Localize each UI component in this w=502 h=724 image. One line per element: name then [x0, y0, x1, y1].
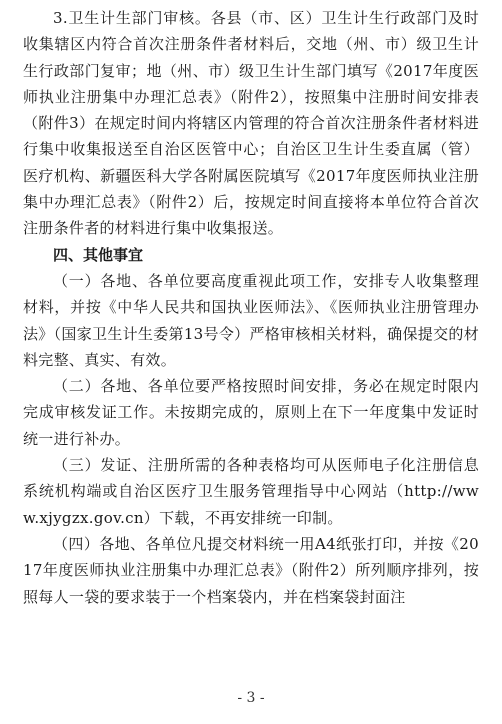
paragraph-item-1: （一）各地、各单位要高度重视此项工作，安排专人收集整理材料，并按《中华人民共和国执业医师法》、《医师执业注册管理办法》（国家卫生计生委第13号令）严格审核相关材料，确保提交的材料完整、真实、有效。 [23, 271, 479, 369]
paragraph-item-4: （四）各地、各单位凡提交材料统一用A4纸张打印，并按《2017年度医师执业注册集中办理汇总表》（附件2）所列顺序排列，按照每人一袋的要求装于一个档案袋内，并在档案袋封面注 [23, 534, 479, 606]
paragraph-item-3: （三）发证、注册所需的各种表格均可从医师电子化注册信息系统机构端或自治区医疗卫生服务管理指导中心网站（http://www.xjygzx.gov.cn）下载，不再安排统一印制。 [23, 456, 479, 527]
paragraph-review-procedure: 3.卫生计生部门审核。各县（市、区）卫生计生行政部门及时收集辖区内符合首次注册条件者材料后，交地（州、市）级卫生计生行政部门复审；地（州、市）级卫生计生部门填写《2017年度医师执业注册集中办理汇总表》（附件2），按照集中注册时间安排表（附件3）在规定时间内将辖区内管理的符合首次注册条件者材料进行集中收集报送至自治区医管中心；自治区卫生计生委直属（管）医疗机构、新疆医科大学各附属医院填写《2017年度医师执业注册集中办理汇总表》（附件2）后，按规定时间直接将本单位符合首次注册条件者的材料进行集中收集报送。 [23, 9, 479, 238]
document-body [23, 5, 479, 610]
page-number: - 3 - [237, 690, 265, 706]
section-heading-other-matters: 四、其他事宜 [53, 245, 144, 264]
paragraph-item-2: （二）各地、各单位要严格按照时间安排，务必在规定时限内完成审核发证工作。未按期完成的，原则上在下一年度集中发证时统一进行补办。 [23, 377, 479, 448]
